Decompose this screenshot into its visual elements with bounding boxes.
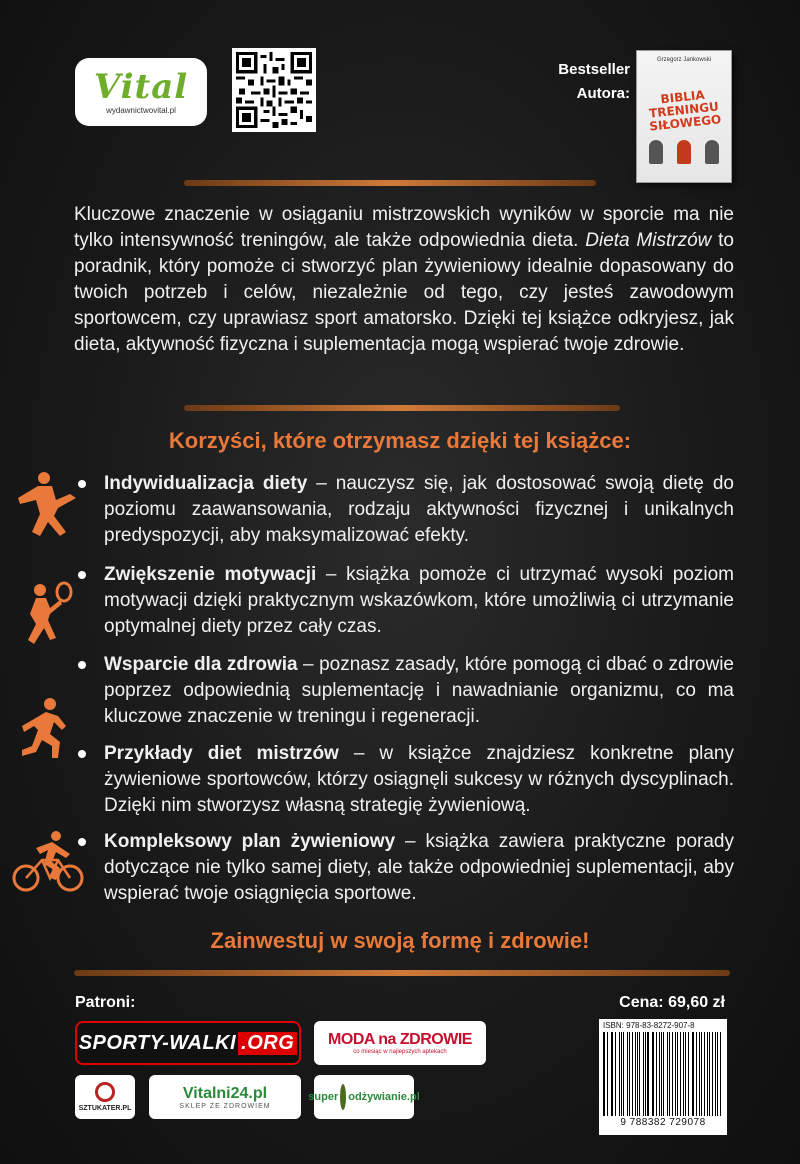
barcode-bar [627, 1032, 628, 1116]
separator-top [184, 180, 596, 186]
bestseller-line2: Autora: [576, 85, 630, 102]
barcode-bar [607, 1032, 608, 1116]
barcode-bar [675, 1032, 676, 1116]
barcode-bar [647, 1032, 648, 1116]
vital-logo-text: Vital [93, 67, 189, 107]
book-figure [649, 140, 663, 164]
sponsor-super-odzywianie [308, 1075, 420, 1119]
barcode-bar [619, 1032, 620, 1116]
barcode-bar [709, 1032, 710, 1116]
sponsor-sztukater-text: SZTUKATER.PL [78, 1105, 132, 1112]
barcode-bar [615, 1032, 616, 1116]
bestseller-book-cover [636, 50, 732, 183]
sponsor-vitalni24 [149, 1075, 301, 1119]
book-title: BIBLIA TRENINGU SIŁOWEGO [648, 87, 722, 134]
book-author: Grzegorz Jankowski [656, 57, 712, 63]
vital-logo [75, 58, 207, 126]
barcode-bar [629, 1032, 630, 1116]
barcode [599, 1019, 727, 1135]
price-label: Cena: 69,60 zł [619, 994, 725, 1011]
benefit-text: – w książce znajdziesz konkretne plany żywieniowe sportowców, którzy osiągnęli sukcesy w różnych dyscyplinach. Dzięki nim stworzysz własną strategię żywieniową. [104, 743, 734, 816]
book-figures [642, 140, 726, 164]
tennis-player-icon [10, 580, 82, 652]
benefits-heading: Korzyści, które otrzymasz dzięki tej książce: [168, 428, 632, 453]
patrons-label: Patroni: [75, 994, 136, 1011]
benefit-item [78, 471, 734, 549]
benefit-text: – nauczysz się, jak dostosować swoją dietę do poziomu zaawansowania, rodzaju aktywności fizycznej i unikalnych predyspozycji, aby maksymalizować efekty. [104, 473, 734, 546]
benefit-item [78, 829, 734, 907]
intro-part1: Kluczowe znaczenie w osiąganiu mistrzowskich wyników w sporcie ma nie tylko intensywność treningów, ale także odpowiednia dieta. [74, 204, 734, 251]
sponsor-sporty-walki [75, 1021, 301, 1065]
benefit-title: Wsparcie dla zdrowia [104, 654, 298, 675]
intro-part2: to poradnik, który pomoże ci stworzyć plan żywieniowy idealnie dopasowany do twoich potrzeb i celów, niezależnie od tego, czy jesteś zawodowym sportowcem, czy uprawiasz sport amatorsko. Dzięki tej książce odkryjesz, jak dieta, aktywność fizyczna i suplementacja mogą wspierać twoje zdrowie. [74, 230, 735, 355]
karate-icon [10, 470, 82, 542]
bestseller-label [530, 58, 630, 106]
intro-paragraph [74, 202, 734, 358]
separator-middle [184, 405, 620, 411]
vital-logo-url: wydawnictwovital.pl [106, 106, 176, 115]
barcode-bars [603, 1032, 723, 1116]
book-figure [705, 140, 719, 164]
separator-bottom [74, 970, 730, 976]
sponsor-moda-subtitle: co miesiąc w najlepszych aptekach [353, 1049, 447, 1055]
benefit-text: – poznasz zasady, które pomogą ci dbać o zdrowie poprzez odpowiednią suplementację i nawadnianie organizmu, co ma kluczowe znaczenie w treningu i regeneracji. [104, 654, 734, 727]
isbn-text: ISBN: 978-83-8272-907-8 [603, 1021, 695, 1030]
intro-book-title: Dieta Mistrzów [585, 230, 712, 251]
sponsor-odzywianie-left: super [308, 1091, 339, 1103]
benefit-title: Indywidualizacja diety [104, 473, 308, 494]
barcode-bar [696, 1032, 697, 1116]
barcode-bar [685, 1032, 686, 1116]
benefit-text: – książka zawiera praktyczne porady dotyczące nie tylko samej diety, ale także odpowiedniej suplementacji, aby wspierać twoje osiągnięcia sportowe. [104, 831, 734, 904]
bullet-icon [78, 571, 86, 579]
barcode-bar [701, 1032, 702, 1116]
sponsor-vitalni-subtitle: SKLEP ZE ZDROWIEM [179, 1102, 271, 1110]
sztukater-logo-icon [95, 1082, 115, 1102]
sponsor-vitalni-title: Vitalni24.pl [182, 1084, 268, 1102]
sponsor-moda-title: MODA na ZDROWIE [328, 1031, 472, 1048]
benefit-title: Kompleksowy plan żywieniowy [104, 831, 396, 852]
benefit-item [78, 652, 734, 730]
sponsor-sporty-walki-text: SPORTY-WALKI [78, 1031, 237, 1054]
barcode-bar [663, 1032, 664, 1116]
qr-code-icon [232, 48, 316, 132]
avocado-icon [340, 1084, 346, 1110]
sponsor-sporty-walki-org: .ORG [238, 1032, 297, 1055]
barcode-bar [667, 1032, 668, 1116]
cyclist-icon [10, 826, 86, 898]
barcode-bar [639, 1032, 640, 1116]
barcode-bar [643, 1032, 644, 1116]
benefit-title: Zwiększenie motywacji [104, 564, 317, 585]
call-to-action: Zainwestuj w swoją formę i zdrowie! [210, 928, 590, 953]
bullet-icon [78, 661, 86, 669]
book-figure [677, 140, 691, 164]
sponsor-moda-na-zdrowie [314, 1021, 486, 1065]
benefit-title: Przykłady diet mistrzów [104, 743, 339, 764]
sponsor-sztukater [75, 1075, 135, 1119]
barcode-bar [715, 1032, 716, 1116]
ean-number: 9 788382 729078 [620, 1117, 706, 1128]
runner-icon [10, 696, 82, 768]
barcode-bar [656, 1032, 657, 1116]
sponsor-odzywianie-right: odżywianie.pl [348, 1091, 420, 1103]
barcode-bar [688, 1032, 689, 1116]
benefit-text: – książka pomoże ci utrzymać wysoki poziom motywacji dzięki praktycznym wskazówkom, które umożliwią ci utrzymanie optymalnej diety przez cały czas. [104, 564, 735, 637]
bestseller-line1: Bestseller [558, 61, 630, 78]
benefit-item [78, 562, 734, 640]
benefit-item [78, 741, 734, 819]
